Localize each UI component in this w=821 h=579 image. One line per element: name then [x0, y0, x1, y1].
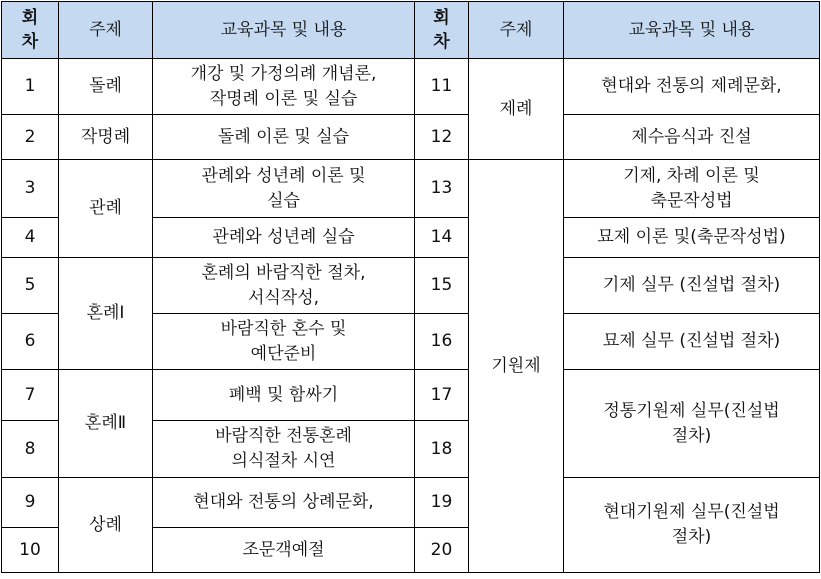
session-number: 4	[2, 218, 59, 258]
header-content: 교육과목 및 내용	[153, 2, 415, 59]
content-cell: 개강 및 가정의례 개념론, 작명례 이론 및 실습	[153, 59, 415, 115]
session-number: 18	[415, 421, 469, 478]
topic-cell: 제례	[469, 59, 564, 160]
table-row	[2, 258, 820, 314]
header-session-right: 회 차	[415, 2, 469, 59]
table-row	[2, 115, 820, 160]
session-number: 6	[2, 314, 59, 370]
content-cell: 관례와 성년례 이론 및 실습	[153, 160, 415, 218]
topic-cell: 기원제	[469, 160, 564, 573]
content-cell: 기제 실무 (진설법 절차)	[564, 258, 820, 314]
topic-cell: 상례	[59, 478, 153, 573]
session-number: 20	[415, 528, 469, 573]
content-cell: 현대기원제 실무(진설법 절차)	[564, 478, 820, 573]
table-row	[2, 59, 820, 115]
content-cell: 관례와 성년례 실습	[153, 218, 415, 258]
session-number: 2	[2, 115, 59, 160]
content-cell: 현대와 전통의 제례문화,	[564, 59, 820, 115]
session-number: 17	[415, 370, 469, 421]
session-number: 15	[415, 258, 469, 314]
header-session: 회 차	[2, 2, 59, 59]
table-row	[2, 160, 820, 218]
content-cell: 제수음식과 진설	[564, 115, 820, 160]
topic-cell: 혼례Ⅰ	[59, 258, 153, 370]
session-number: 16	[415, 314, 469, 370]
session-number: 7	[2, 370, 59, 421]
content-cell: 묘제 실무 (진설법 절차)	[564, 314, 820, 370]
session-number: 12	[415, 115, 469, 160]
topic-cell: 관례	[59, 160, 153, 258]
content-cell: 현대와 전통의 상례문화,	[153, 478, 415, 528]
session-number: 10	[2, 528, 59, 573]
content-cell: 돌례 이론 및 실습	[153, 115, 415, 160]
session-number: 19	[415, 478, 469, 528]
content-cell: 바람직한 혼수 및 예단준비	[153, 314, 415, 370]
session-number: 8	[2, 421, 59, 478]
session-number: 1	[2, 59, 59, 115]
content-cell: 묘제 이론 및(축문작성법)	[564, 218, 820, 258]
session-number: 11	[415, 59, 469, 115]
session-number: 9	[2, 478, 59, 528]
topic-cell: 작명례	[59, 115, 153, 160]
header-row	[2, 2, 820, 59]
content-cell: 바람직한 전통혼례 의식절차 시연	[153, 421, 415, 478]
table-row	[2, 370, 820, 421]
header-topic: 주제	[59, 2, 153, 59]
content-cell: 기제, 차례 이론 및 축문작성법	[564, 160, 820, 218]
content-cell: 폐백 및 함싸기	[153, 370, 415, 421]
session-number: 3	[2, 160, 59, 218]
header-content-right: 교육과목 및 내용	[564, 2, 820, 59]
content-cell: 정통기원제 실무(진설법 절차)	[564, 370, 820, 478]
session-number: 5	[2, 258, 59, 314]
content-cell: 혼례의 바람직한 절차, 서식작성,	[153, 258, 415, 314]
curriculum-table	[1, 1, 820, 573]
topic-cell: 혼례Ⅱ	[59, 370, 153, 478]
session-number: 13	[415, 160, 469, 218]
header-topic-right: 주제	[469, 2, 564, 59]
content-cell: 조문객예절	[153, 528, 415, 573]
topic-cell: 돌례	[59, 59, 153, 115]
session-number: 14	[415, 218, 469, 258]
table-row	[2, 478, 820, 528]
